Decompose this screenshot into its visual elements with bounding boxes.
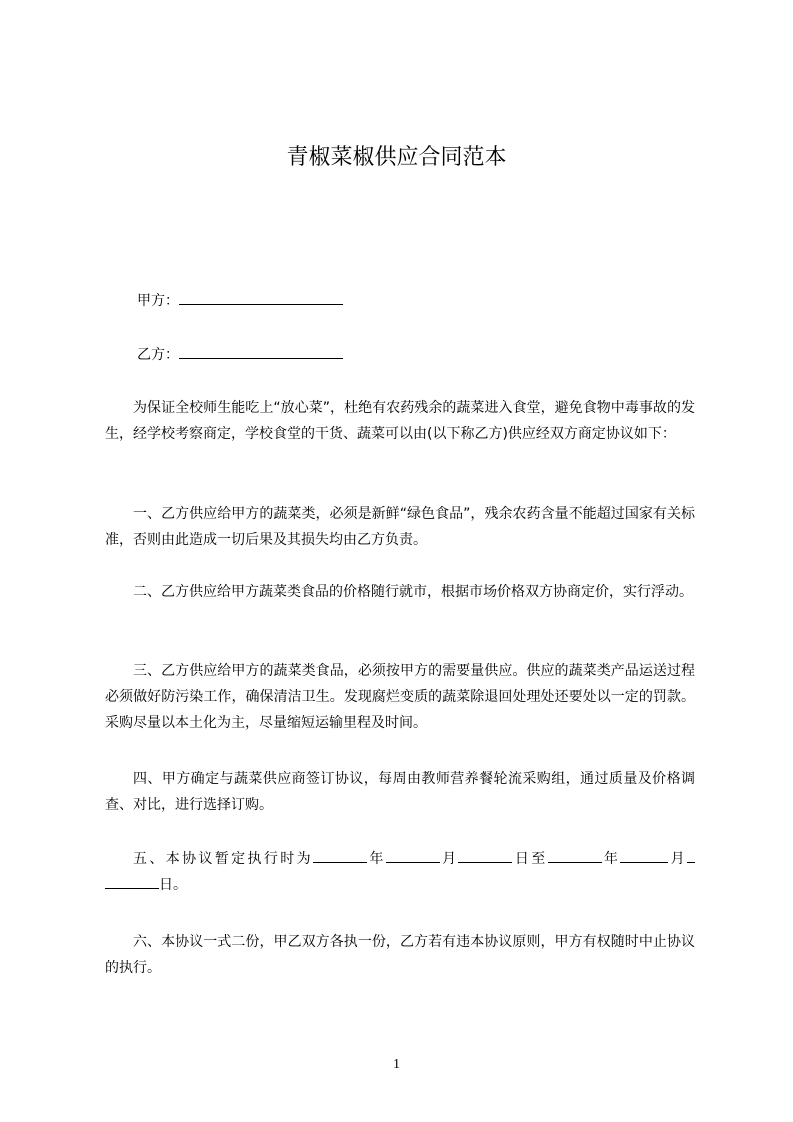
party-b-label: 乙方： — [137, 347, 179, 363]
year-2-blank — [548, 848, 602, 863]
clause-2 — [105, 579, 695, 605]
clause-6-text: 六、本协议一式二份，甲乙双方各执一份，乙方若有违本协议原则，甲方有权随时中止协议的执行。 — [105, 934, 695, 976]
clause-6 — [105, 929, 695, 981]
clause-2-text: 二、乙方供应给甲方蔬菜类食品的价格随行就市，根据市场价格双方协商定价，实行浮动。 — [133, 584, 693, 600]
party-b-blank — [179, 344, 343, 359]
year-2-label: 年 — [601, 851, 621, 867]
clause-5 — [105, 846, 695, 898]
document-title: 青椒菜椒供应合同范本 — [286, 145, 507, 170]
clause-1 — [105, 501, 695, 553]
clause-4 — [105, 766, 695, 818]
clause-5-prefix: 五、本协议暂定执行时为 — [133, 851, 313, 867]
year-1-label: 年 — [367, 851, 386, 867]
day-2-label: 日。 — [159, 877, 187, 893]
party-a-blank — [179, 290, 343, 305]
party-b-line — [137, 344, 343, 365]
month-2-blank — [620, 848, 668, 863]
day-2-blank — [105, 874, 159, 889]
clause-5-text — [105, 846, 695, 898]
day-1-label: 日至 — [512, 851, 548, 867]
month-1-label: 月 — [439, 851, 459, 867]
party-a-label: 甲方： — [137, 293, 179, 309]
clause-1-text: 一、乙方供应给甲方的蔬菜类，必须是新鲜“绿色食品”，残余农药含量不能超过国家有关标准，否则由此造成一切后果及其损失均由乙方负责。 — [105, 506, 695, 548]
intro-paragraph — [105, 395, 695, 447]
month-2-label: 月 — [668, 851, 688, 867]
day-1-blank — [458, 848, 512, 863]
party-a-line — [137, 290, 343, 311]
month-1-blank — [386, 848, 440, 863]
page-number: 1 — [393, 1057, 400, 1072]
intro-text: 为保证全校师生能吃上“放心菜”，杜绝有农药残余的蔬菜进入食堂，避免食物中毒事故的发生，经学校考察商定，学校食堂的干货、蔬菜可以由(以下称乙方)供应经双方商定协议如下： — [105, 400, 695, 442]
clause-4-text: 四、甲方确定与蔬菜供应商签订协议，每周由教师营养餐轮流采购组，通过质量及价格调查、对比，进行选择订购。 — [105, 771, 695, 813]
clause-3-text: 三、乙方供应给甲方的蔬菜类食品，必须按甲方的需要量供应。供应的蔬菜类产品运送过程必须做好防污染工作，确保清洁卫生。发现腐烂变质的蔬菜除退回处理处还要处以一定的罚款。采购尽量以本土化为主，尽量缩短运输里程及时间。 — [105, 663, 695, 731]
day-2-blank-start — [687, 848, 695, 863]
clause-3 — [105, 658, 695, 736]
year-1-blank — [313, 848, 367, 863]
